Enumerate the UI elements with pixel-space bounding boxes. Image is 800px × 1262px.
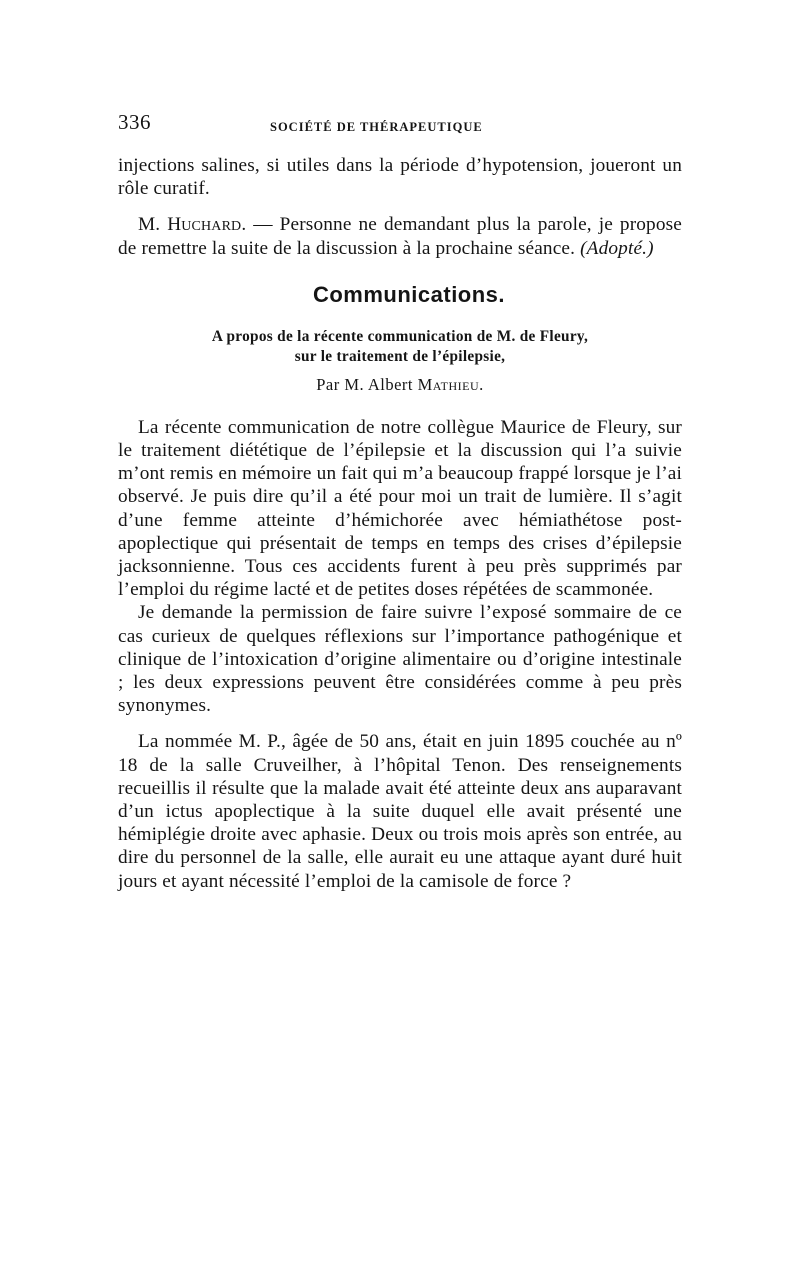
remark-verdict: (Adopté.) xyxy=(580,237,654,259)
remark-paragraph xyxy=(118,213,682,259)
section-title: Communications. xyxy=(312,281,506,307)
running-title: SOCIÉTÉ DE THÉRAPEUTIQUE xyxy=(270,120,483,134)
page-header xyxy=(118,110,682,140)
speaker-name: M. Huchard. xyxy=(138,214,247,236)
body-paragraph-1: La récente communication de notre collègue Maurice de Fleury, sur le traitement diététique de l’épilepsie et la discussion qui l’a suivie m’ont remis en mémoire un fait qui m’a beaucoup frappé lorsque je l’ai observé. Je puis dire qu’il a été pour moi un trait de lumière. Il s’agit d’une femme atteinte d’hémichorée avec hémiathétose post-apoplectique qui présentait de temps en temps des crises d’épilepsie jacksonnienne. Tous ces accidents furent à peu près supprimés par l’emploi du régime lacté et de petites doses répétées de scammonée. xyxy=(118,416,682,601)
byline-author: Mathieu. xyxy=(417,374,484,394)
body-paragraph-3: La nommée M. P., âgée de 50 ans, était en juin 1895 couchée au nº 18 de la salle Cruveilher, à l’hôpital Tenon. Des renseignements recueillis il résulte que la malade avait été atteinte deux ans auparavant d’un ictus apoplectique à la suite duquel elle avait présenté une hémiplégie droite avec aphasie. Deux ou trois mois après son entrée, au dire du personnel de la salle, elle aurait eu une attaque ayant duré huit jours et ayant nécessité l’emploi de la camisole de force ? xyxy=(118,731,682,892)
byline-prefix: Par M. Albert xyxy=(316,374,418,394)
article-title xyxy=(118,327,682,367)
book-page xyxy=(118,110,682,893)
article-title-line-2: sur le traitement de l’épilepsie, xyxy=(294,347,506,365)
byline xyxy=(118,375,682,395)
continuation-paragraph: injections salines, si utiles dans la période d’hypotension, joueront un rôle curatif. xyxy=(118,155,682,200)
remark-text: — Personne ne demandant plus la parole, je propose de remettre la suite de la discussion à la prochaine séance. xyxy=(118,214,682,259)
body-paragraph-2: Je demande la permission de faire suivre l’exposé sommaire de ce cas curieux de quelques réflexions sur l’importance pathogénique et clinique de l’intoxication d’origine alimentaire ou d’origine intestinale ; les deux expressions peuvent être considérées comme à peu près synonymes. xyxy=(118,602,682,717)
page-number: 336 xyxy=(118,110,151,134)
article-title-line-1: A propos de la récente communication de M. de Fleury, xyxy=(211,327,589,345)
